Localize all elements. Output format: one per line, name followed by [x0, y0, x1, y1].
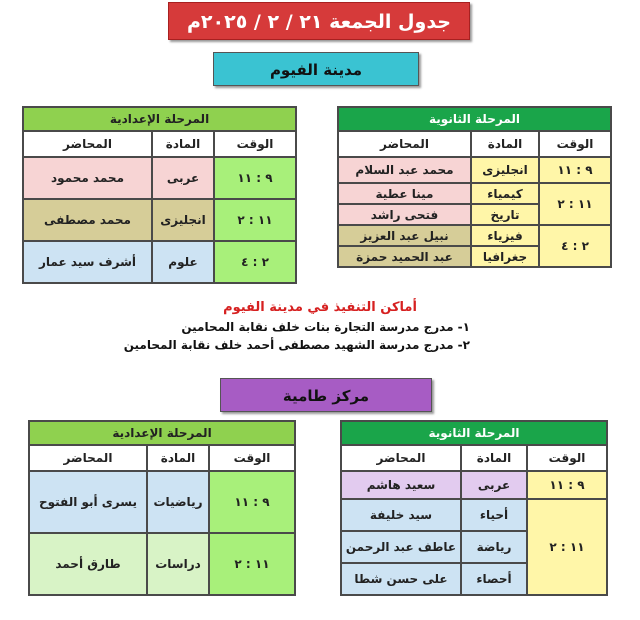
- lecturer-cell: سعيد هاشم: [341, 471, 461, 499]
- lecturer-cell: محمد مصطفى: [23, 199, 152, 241]
- col-subject: المادة: [152, 131, 214, 157]
- city-banner-tamiya: مركز طامية: [220, 378, 432, 412]
- col-subject: المادة: [147, 445, 209, 471]
- prep-table-fayoum: [22, 106, 297, 284]
- lecturer-cell: على حسن شطا: [341, 563, 461, 595]
- subject-cell: كيمياء: [471, 183, 539, 204]
- prep-table-tamiya: [28, 420, 296, 596]
- lecturer-cell: نبيل عبد العزيز: [338, 225, 471, 246]
- time-cell: ١١ : ٢: [209, 533, 295, 595]
- col-time: الوقت: [214, 131, 296, 157]
- col-lecturer: المحاضر: [23, 131, 152, 157]
- city-banner-fayoum: مدينة الفيوم: [213, 52, 419, 86]
- stage-header: المرحلة الثانوية: [341, 421, 607, 445]
- time-cell: ١١ : ٢: [527, 499, 607, 595]
- lecturer-cell: سيد خليفة: [341, 499, 461, 531]
- subject-cell: جغرافيا: [471, 246, 539, 267]
- time-cell: ٩ : ١١: [539, 157, 611, 183]
- subject-cell: رياضيات: [147, 471, 209, 533]
- col-time: الوقت: [209, 445, 295, 471]
- time-cell: ٩ : ١١: [527, 471, 607, 499]
- col-lecturer: المحاضر: [341, 445, 461, 471]
- col-lecturer: المحاضر: [338, 131, 471, 157]
- lecturer-cell: فتحى راشد: [338, 204, 471, 225]
- lecturer-cell: مينا عطية: [338, 183, 471, 204]
- subject-cell: علوم: [152, 241, 214, 283]
- time-cell: ٩ : ١١: [209, 471, 295, 533]
- subject-cell: أحصاء: [461, 563, 527, 595]
- places-list: [90, 318, 470, 354]
- stage-header: المرحلة الإعدادية: [29, 421, 295, 445]
- col-lecturer: المحاضر: [29, 445, 147, 471]
- lecturer-cell: محمد محمود: [23, 157, 152, 199]
- time-cell: ١١ : ٢: [539, 183, 611, 225]
- secondary-table-fayoum: [337, 106, 612, 268]
- place-item: ٢- مدرج مدرسة الشهيد مصطفى أحمد خلف نقابة المحامين: [123, 338, 470, 352]
- subject-cell: أحياء: [461, 499, 527, 531]
- page-title: جدول الجمعة ٢١ / ٢ / ٢٠٢٥م: [168, 2, 470, 40]
- place-item: ١- مدرج مدرسة التجارة بنات خلف نقابة المحامين: [181, 320, 470, 334]
- time-cell: ٢ : ٤: [214, 241, 296, 283]
- lecturer-cell: طارق أحمد: [29, 533, 147, 595]
- lecturer-cell: يسرى أبو الفتوح: [29, 471, 147, 533]
- col-time: الوقت: [527, 445, 607, 471]
- subject-cell: رياضة: [461, 531, 527, 563]
- subject-cell: دراسات: [147, 533, 209, 595]
- subject-cell: انجليزى: [471, 157, 539, 183]
- subject-cell: عربى: [461, 471, 527, 499]
- time-cell: ٩ : ١١: [214, 157, 296, 199]
- places-title: أماكن التنفيذ في مدينة الفيوم: [223, 300, 417, 315]
- stage-header: المرحلة الإعدادية: [23, 107, 296, 131]
- secondary-table-tamiya: [340, 420, 608, 596]
- col-time: الوقت: [539, 131, 611, 157]
- subject-cell: عربى: [152, 157, 214, 199]
- time-cell: ٢ : ٤: [539, 225, 611, 267]
- col-subject: المادة: [461, 445, 527, 471]
- lecturer-cell: أشرف سيد عمار: [23, 241, 152, 283]
- stage-header: المرحلة الثانوية: [338, 107, 611, 131]
- lecturer-cell: محمد عبد السلام: [338, 157, 471, 183]
- time-cell: ١١ : ٢: [214, 199, 296, 241]
- lecturer-cell: عبد الحميد حمزة: [338, 246, 471, 267]
- col-subject: المادة: [471, 131, 539, 157]
- subject-cell: تاريخ: [471, 204, 539, 225]
- lecturer-cell: عاطف عبد الرحمن: [341, 531, 461, 563]
- subject-cell: فيزياء: [471, 225, 539, 246]
- subject-cell: انجليزى: [152, 199, 214, 241]
